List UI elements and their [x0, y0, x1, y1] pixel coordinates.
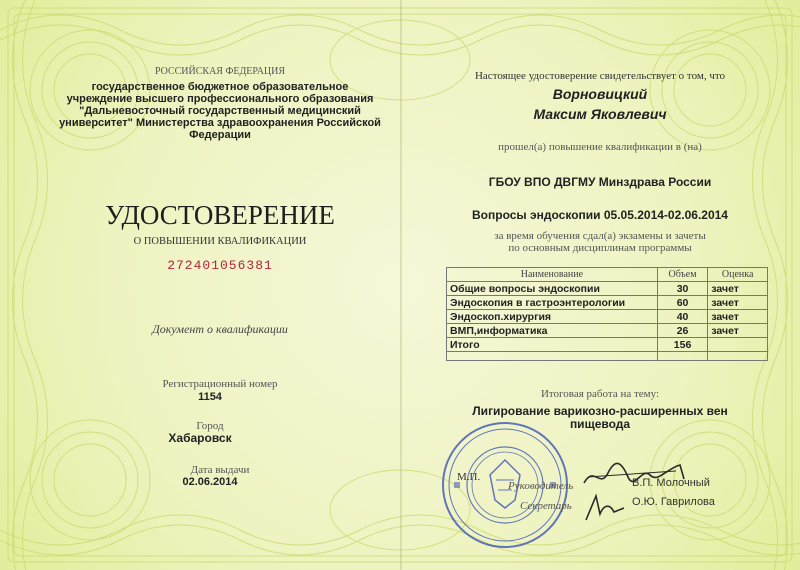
final-work-line: Лигирование варикозно-расширенных вен	[472, 404, 728, 418]
holder-surname: Ворновицкий	[552, 86, 648, 102]
table-row-empty	[447, 352, 768, 361]
subjects-table	[446, 267, 768, 361]
org-line: "Дальневосточный государственный медицинский	[79, 105, 361, 117]
secretary-label: Секретарь	[520, 500, 572, 512]
final-work-label: Итоговая работа на тему:	[540, 388, 660, 400]
head-signature	[580, 455, 690, 495]
total-volume: 156	[657, 338, 708, 352]
subject-name: Эндоскопия в гастроэнтерологии	[447, 296, 658, 310]
exam-line: по основным дисциплинам программы	[508, 242, 692, 254]
column-header-grade: Оценка	[708, 268, 768, 282]
serial-number: 272401056381	[167, 258, 273, 273]
exam-text	[430, 230, 770, 254]
subject-volume: 26	[657, 324, 708, 338]
column-header-volume: Объем	[657, 268, 708, 282]
total-label: Итого	[447, 338, 658, 352]
organization-name	[45, 81, 395, 141]
program-name: Вопросы эндоскопии 05.05.2014-02.06.2014	[472, 208, 728, 222]
seal-mark: М.П.	[457, 471, 481, 483]
secretary-name: О.Ю. Гаврилова	[632, 496, 715, 508]
head-label: Руководитель	[508, 480, 574, 492]
passed-text: прошел(а) повышение квалификации в (на)	[498, 141, 702, 153]
registration-label: Регистрационный номер	[162, 378, 278, 390]
org-line: университет" Министерства здравоохранения Российской	[59, 117, 381, 129]
institution-name: ГБОУ ВПО ДВГМУ Минздрава России	[488, 175, 712, 189]
table-row	[447, 324, 768, 338]
table-row	[447, 310, 768, 324]
city-value: Хабаровск	[168, 431, 232, 445]
subject-volume: 30	[657, 282, 708, 296]
table-row-total	[447, 338, 768, 352]
secretary-signature	[580, 490, 630, 526]
page-fold	[400, 0, 402, 570]
holder-name: Максим Яковлевич	[533, 106, 667, 122]
column-header-name: Наименование	[447, 268, 658, 282]
city-label: Город	[196, 420, 224, 432]
exam-line: за время обучения сдал(а) экзамены и зачеты	[494, 230, 706, 242]
subject-grade: зачет	[708, 310, 768, 324]
total-grade	[708, 338, 768, 352]
org-line: Федерации	[189, 129, 251, 141]
subject-grade: зачет	[708, 282, 768, 296]
country-label: РОССИЙСКАЯ ФЕДЕРАЦИЯ	[154, 66, 286, 77]
table-row	[447, 282, 768, 296]
document-type: Документ о квалификации	[152, 322, 288, 336]
head-name: В.П. Молочный	[632, 477, 710, 489]
table-header-row	[447, 268, 768, 282]
org-line: учреждение высшего профессионального образования	[66, 93, 374, 105]
final-work-line: пищевода	[569, 417, 631, 431]
subject-volume: 40	[657, 310, 708, 324]
issue-date-label: Дата выдачи	[190, 464, 250, 476]
certificate-title: УДОСТОВЕРЕНИЕ	[105, 200, 335, 230]
subject-grade: зачет	[708, 324, 768, 338]
subject-name: ВМП,информатика	[447, 324, 658, 338]
subject-name: Общие вопросы эндоскопии	[447, 282, 658, 296]
table-row	[447, 296, 768, 310]
subject-grade: зачет	[708, 296, 768, 310]
issue-date: 02.06.2014	[182, 476, 238, 488]
certificate-subtitle: О ПОВЫШЕНИИ КВАЛИФИКАЦИИ	[133, 236, 307, 247]
subject-name: Эндоскоп.хирургия	[447, 310, 658, 324]
intro-text: Настоящее удостоверение свидетельствует о том, что	[474, 70, 726, 82]
subject-volume: 60	[657, 296, 708, 310]
registration-number: 1154	[198, 391, 222, 403]
org-line: государственное бюджетное образовательное	[91, 81, 349, 93]
